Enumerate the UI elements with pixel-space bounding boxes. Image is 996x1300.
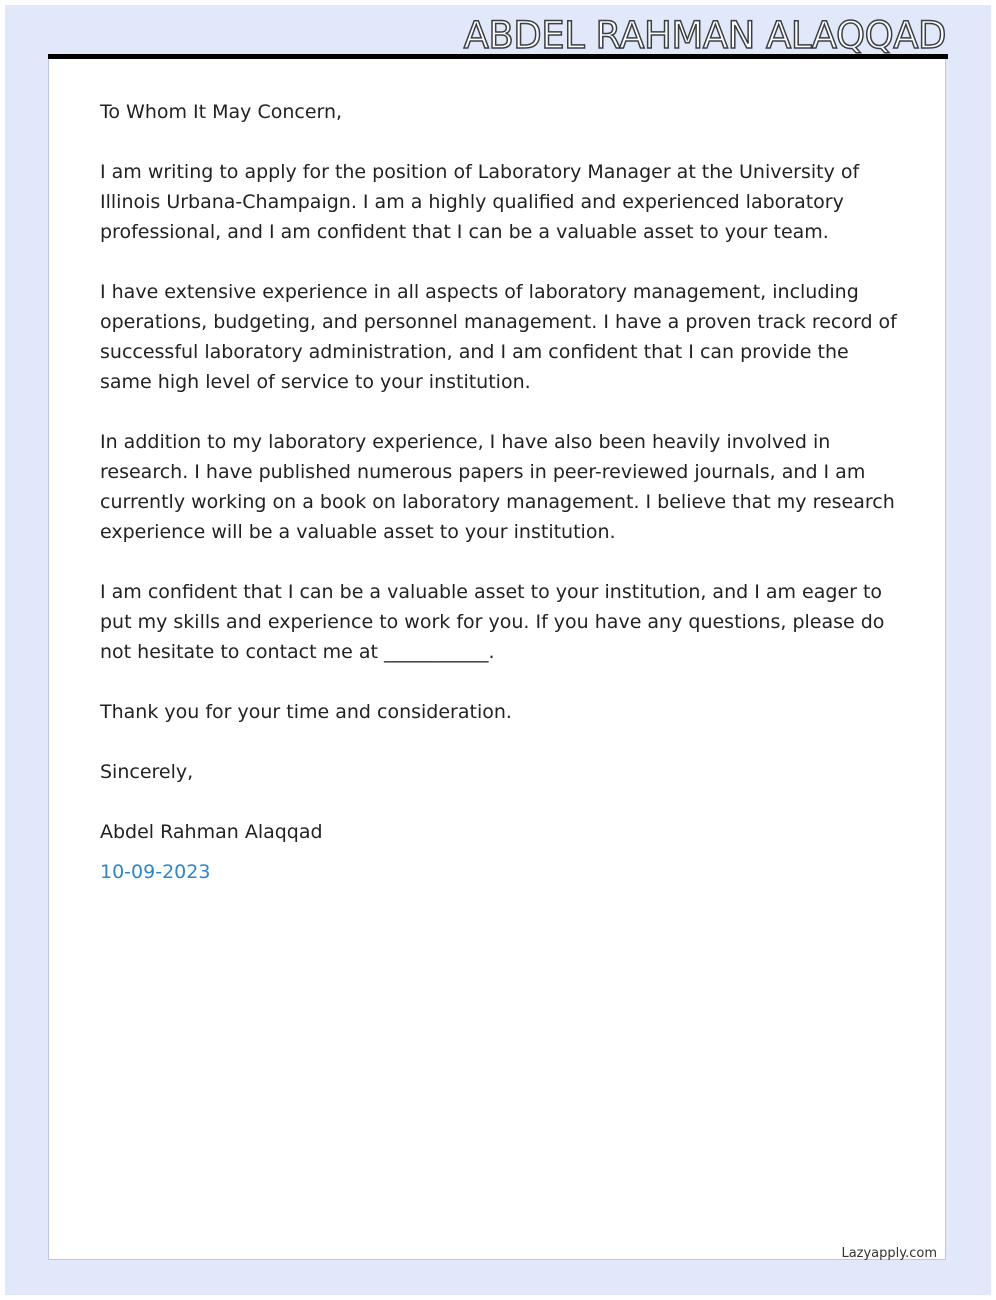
salutation: To Whom It May Concern, bbox=[100, 101, 343, 123]
closing: Sincerely, bbox=[100, 761, 194, 783]
letter-paragraph-4: I am confident that I can be a valuable asset to your institution, and I am eager to put my skills and experience to work for you. If you have any questions, please do not hesitate to contact me at ___________. bbox=[100, 581, 885, 663]
cover-letter-body bbox=[100, 97, 900, 917]
letter-paragraph-3: In addition to my laboratory experience, I have also been heavily involved in research. I have published numerous papers in peer-reviewed journals, and I am currently working on a book on laboratory management. I believe that my research experience will be a valuable asset to your institution. bbox=[100, 431, 895, 543]
signature-name: Abdel Rahman Alaqqad bbox=[100, 821, 323, 843]
footer-brand: Lazyapply.com bbox=[841, 1246, 937, 1261]
applicant-name-header: ABDEL RAHMAN ALAQQAD bbox=[463, 14, 946, 57]
letter-paragraph-5: Thank you for your time and consideration. bbox=[100, 701, 512, 723]
letter-date: 10-09-2023 bbox=[100, 861, 211, 883]
letter-paragraph-2: I have extensive experience in all aspects of laboratory management, including operations, budgeting, and personnel management. I have a proven track record of successful laboratory administration, and I am confident that I can provide the same high level of service to your institution. bbox=[100, 281, 897, 393]
letter-paragraph-1: I am writing to apply for the position of Laboratory Manager at the University of Illinois Urbana-Champaign. I am a highly qualified and experienced laboratory professional, and I am confident that I can be a valuable asset to your team. bbox=[100, 161, 860, 243]
